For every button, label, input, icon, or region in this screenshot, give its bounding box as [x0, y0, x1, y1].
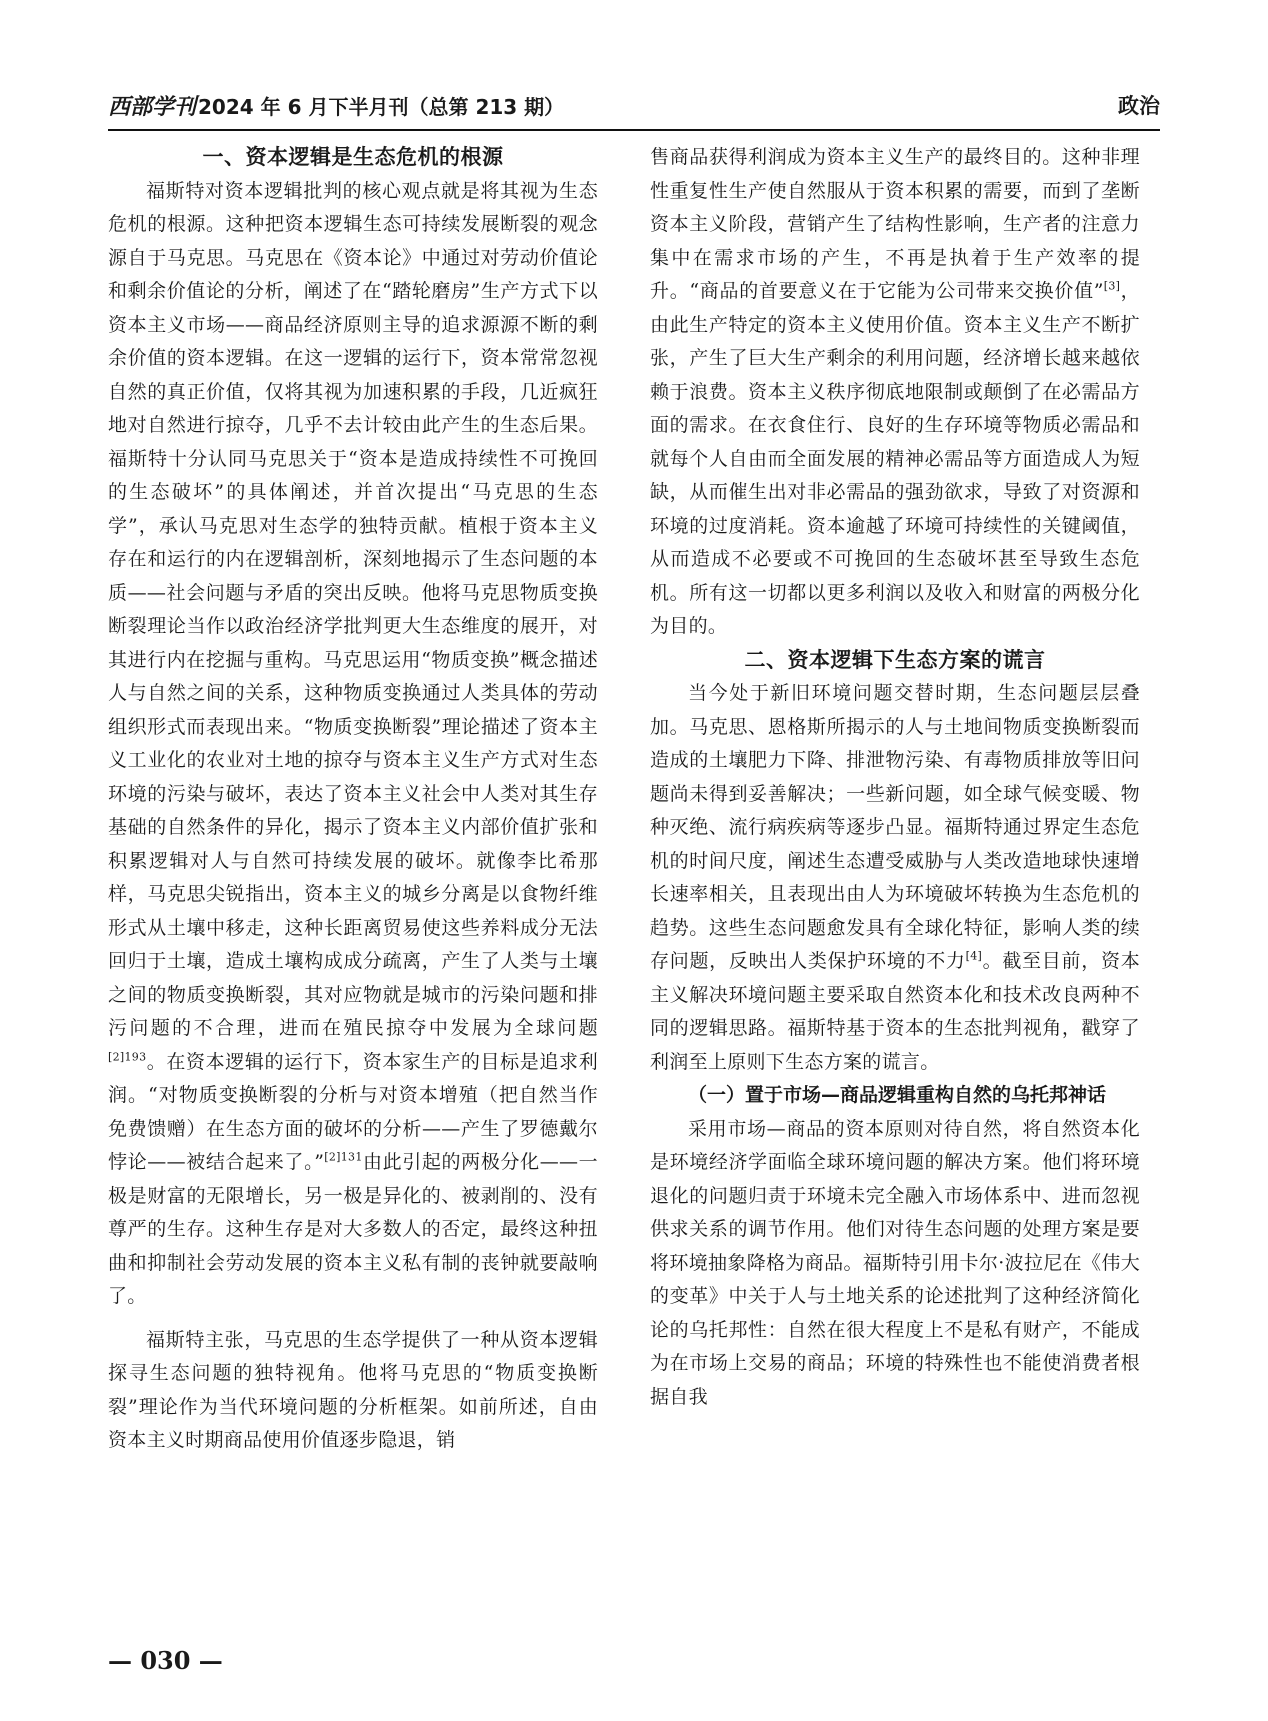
paragraph: 售商品获得利润成为资本主义生产的最终目的。这种非理性重复性生产使自然服从于资本积累的需要，而到了垄断资本主义阶段，营销产生了结构性影响，生产者的注意力集中在需求市场的产生，不再是执着于生产效率的提升。“商品的首要意义在于它能为公司带来交换价值”[3]，由此生产特定的资本主义使用价值。资本主义生产不断扩张，产生了巨大生产剩余的利用问题，经济增长越来越依赖于浪费。资本主义秩序彻底地限制或颠倒了在必需品方面的需求。在衣食住行、良好的生存环境等物质必需品和就每个人自由而全面发展的精神必需品等方面造成人为短缺，从而催生出对非必需品的强劲欲求，导致了对资源和环境的过度消耗。资本逾越了环境可持续性的关键阈值，从而造成不必要或不可挽回的生态破坏甚至导致生态危机。所有这一切都以更多利润以及收入和财富的两极分化为目的。 — [650, 146, 1140, 637]
journal-title — [108, 90, 564, 121]
citation: [2]193 — [108, 1050, 147, 1064]
paragraph: 福斯特主张，马克思的生态学提供了一种从资本逻辑探寻生态问题的独特视角。他将马克思的“物质变换断裂”理论作为当代环境问题的分析框架。如前所述，自由资本主义时期商品使用价值逐步隐退，销 — [108, 1328, 598, 1451]
header-rule — [108, 129, 1160, 131]
page-number: — 030 — — [108, 1646, 223, 1675]
paragraph-gap — [108, 1314, 598, 1324]
page-header — [108, 84, 1160, 124]
left-column — [108, 141, 598, 1561]
citation: [4] — [965, 949, 983, 963]
section-heading-2: 二、资本逻辑下生态方案的谎言 — [744, 647, 1046, 672]
journal-logo: 西部学刊 — [108, 94, 197, 120]
citation: [2]131 — [324, 1150, 363, 1164]
subsection-heading: （一）置于市场—商品逻辑重构自然的乌托邦神话 — [688, 1084, 1107, 1106]
paragraph: 福斯特对资本逻辑批判的核心观点就是将其视为生态危机的根源。这种把资本逻辑生态可持续发展断裂的观念源自于马克思。马克思在《资本论》中通过对劳动价值论和剩余价值论的分析，阐述了在“踏轮磨房”生产方式下以资本主义市场——商品经济原则主导的追求源源不断的剩余价值的资本逻辑。在这一逻辑的运行下，资本常常忽视自然的真正价值，仅将其视为加速积累的手段，几近疯狂地对自然进行掠夺，几乎不去计较由此产生的生态后果。福斯特十分认同马克思关于“资本是造成持续性不可挽回的生态破坏”的具体阐述，并首次提出“马克思的生态学”，承认马克思对生态学的独特贡献。植根于资本主义存在和运行的内在逻辑剖析，深刻地揭示了生态问题的本质——社会问题与矛盾的突出反映。他将马克思物质变换断裂理论当作以政治经济学批判更大生态维度的展开，对其进行内在挖掘与重构。马克思运用“物质变换”概念描述人与自然之间的关系，这种物质变换通过人类具体的劳动组织形式而表现出来。“物质变换断裂”理论描述了资本主义工业化的农业对土地的掠夺与资本主义生产方式对生态环境的污染与破坏，表达了资本主义社会中人类对其生存基础的自然条件的异化，揭示了资本主义内部价值扩张和积累逻辑对人与自然可持续发展的破坏。就像李比希那样，马克思尖锐指出，资本主义的城乡分离是以食物纤维形式从土壤中移走，这种长距离贸易使这些养料成分无法回归于土壤，造成土壤构成成分疏离，产生了人类与土壤之间的物质变换断裂，其对应物就是城市的污染问题和排污问题的不合理，进而在殖民掠夺中发展为全球问题$^{[2]193}$。在资本逻辑的运行下，资本家生产的目标是追求利润。“对物质变换断裂的分析与对资本增殖（把自然当作免费馈赠）在生态方面的破坏的分析——产生了罗德戴尔悖论——被结合起来了。”$^{[2]131}$由此引起的两极分化——一极是财富的无限增长，另一极是异化的、被剥削的、没有尊严的生存。这种生存是对大多数人的否定，最终这种扭曲和抑制社会劳动发展的资本主义私有制的丧钟就要敲响了。 — [108, 179, 598, 1307]
right-column — [650, 141, 1140, 1561]
citation: [3] — [1103, 279, 1121, 293]
section-heading-1: 一、资本逻辑是生态危机的根源 — [202, 145, 504, 169]
issue-info: 2024 年 6 月下半月刊（总第 213 期） — [198, 95, 565, 119]
paragraph: 当今处于新旧环境问题交替时期，生态问题层层叠加。马克思、恩格斯所揭示的人与土地间物质变换断裂而造成的土壤肥力下降、排泄物污染、有毒物质排放等旧问题尚未得到妥善解决；一些新问题，如全球气候变暖、物种灭绝、流行病疾病等逐步凸显。福斯特通过界定生态危机的时间尺度，阐述生态遭受威胁与人类改造地球快速增长速率相关，且表现出由人为环境破坏转换为生态危机的趋势。这些生态问题愈发具有全球化特征，影响人类的续存问题，反映出人类保护环境的不力[4]。截至目前，资本主义解决环境问题主要采取自然资本化和技术改良两种不同的逻辑思路。福斯特基于资本的生态批判视角，戳穿了利润至上原则下生态方案的谎言。 — [650, 682, 1140, 1073]
paragraph: 采用市场—商品的资本原则对待自然，将自然资本化是环境经济学面临全球环境问题的解决方案。他们将环境退化的问题归责于环境未完全融入市场体系中、进而忽视供求关系的调节作用。他们对待生态问题的处理方案是要将环境抽象降格为商品。福斯特引用卡尔·波拉尼在《伟大的变革》中关于人与土地关系的论述批判了这种经济简化论的乌托邦性：自然在很大程度上不是私有财产，不能成为在市场上交易的商品；环境的特殊性也不能使消费者根据自我 — [650, 1117, 1140, 1408]
section-label: 政治 — [1118, 94, 1160, 118]
